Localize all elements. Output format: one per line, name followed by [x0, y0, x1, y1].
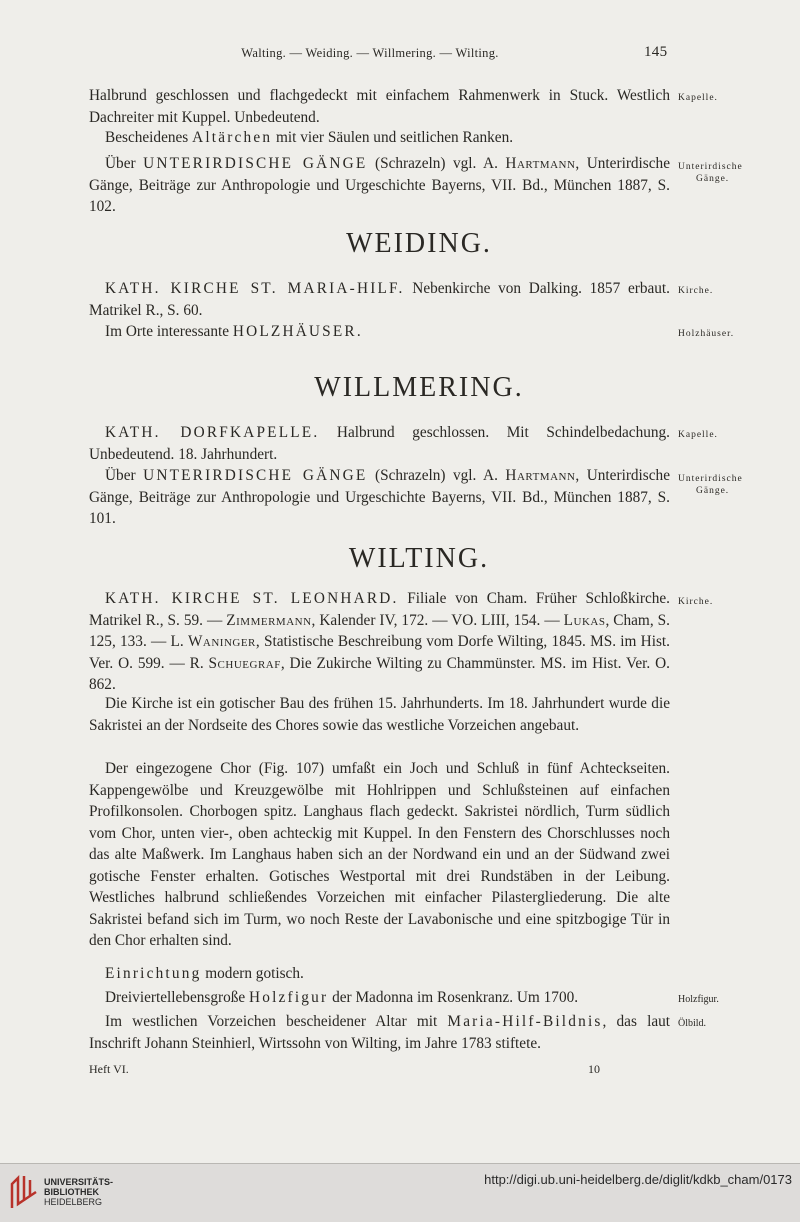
- spaced-term-altaerchen: Altärchen: [192, 129, 273, 146]
- spaced-term-kirche: KATH. KIRCHE ST. LEONHARD.: [105, 590, 399, 607]
- library-emblem-icon: [8, 1174, 38, 1210]
- author-name: Waninger: [187, 633, 256, 650]
- spaced-term-gaenge: UNTERIRDISCHE GÄNGE: [143, 155, 368, 172]
- logo-text-line-2: BIBLIOTHEK: [44, 1187, 99, 1197]
- text-run: der Madonna im Rosenkranz. Um 1700.: [328, 989, 579, 1006]
- text-run: , Statistische Beschreibung vom Dorfe Wilting, 1845. MS. im Hist. Ver. O. 599. — R.: [89, 633, 670, 672]
- page-number: 145: [644, 44, 668, 60]
- footer-signature: 10: [588, 1062, 600, 1076]
- weiding-paragraph-2: [89, 321, 670, 343]
- author-name: Lukas: [563, 611, 606, 629]
- permalink-url[interactable]: http://digi.ub.uni-heidelberg.de/diglit/kdkb_cham/0173: [484, 1172, 792, 1187]
- spaced-term-kirche: KATH. KIRCHE ST. MARIA-HILF.: [105, 280, 405, 297]
- margin-line: Unterirdische: [678, 474, 743, 484]
- wilting-paragraph-2: Die Kirche ist ein gotischer Bau des frühen 15. Jahrhunderts. Im 18. Jahrhundert wurde die Sakristei an der Nordseite des Chores sowie das westliche Vorzeichen angebaut.: [89, 695, 670, 734]
- margin-note-gaenge: [678, 473, 743, 497]
- author-name: Zimmermann: [226, 611, 312, 629]
- text-run: Bescheidenes: [105, 129, 193, 146]
- willmering-paragraph-1: [89, 422, 670, 465]
- text-run: , Unterirdische Gänge, Beiträge zur Anthropologie und Urgeschichte Bayerns, VII. Bd., München 1887, S. 101.: [89, 467, 670, 527]
- margin-note-kirche: Kirche.: [678, 286, 714, 296]
- margin-note-holzfigur: Holzfigur.: [678, 994, 719, 1005]
- margin-line: Gänge.: [696, 174, 730, 184]
- margin-line: Gänge.: [696, 486, 730, 496]
- margin-note-kirche: Kirche.: [678, 597, 714, 607]
- author-name: Hartmann: [505, 467, 576, 484]
- wilting-paragraph-6: [89, 1011, 670, 1054]
- text-run: , das laut Inschrift Johann Steinhierl, Wirtssohn von Wilting, im Jahre 1783 stiftete.: [89, 1013, 671, 1052]
- spaced-term-maria-hilf: Maria-Hilf-Bildnis: [447, 1013, 603, 1030]
- running-title: Walting. — Weiding. — Willmering. — Wilting.: [241, 46, 499, 60]
- text-run: Dreiviertellebensgroße: [105, 989, 249, 1006]
- text-run: Filiale von Cham. Früher Schloßkirche. Matrikel R., S. 59. —: [89, 590, 670, 629]
- wilting-paragraph-4: [89, 963, 670, 985]
- text-run: Nebenkirche von Dalking. 1857 erbaut. Matrikel R., S. 60.: [89, 280, 671, 319]
- spaced-term-holzfigur: Holzfigur: [248, 989, 329, 1006]
- walting-paragraph-1: Halbrund geschlossen und flachgedeckt mit einfachem Rahmenwerk in Stuck. Westlich Dachreiter mit Kuppel. Unbedeutend.: [89, 87, 670, 126]
- author-name: Hartmann: [505, 155, 576, 172]
- wilting-paragraph-5: [89, 987, 670, 1009]
- text-run: (Schrazeln) vgl. A.: [367, 467, 506, 484]
- spaced-term-dorfkapelle: KATH. DORFKAPELLE.: [105, 424, 320, 441]
- author-name: Schuegraf: [208, 654, 281, 672]
- margin-note-kapelle: Kapelle.: [678, 93, 718, 103]
- text-run: (Schrazeln) vgl. A.: [367, 155, 506, 172]
- text-run: , Die Zukirche Wilting zu Chammünster. MS. im Hist. Ver. O. 862.: [89, 654, 670, 693]
- willmering-paragraph-2: [89, 465, 670, 530]
- text-run: modern gotisch.: [201, 965, 304, 982]
- logo-text-line-1: UNIVERSITÄTS-: [44, 1177, 114, 1187]
- heading-willmering: WILLMERING.: [314, 372, 524, 403]
- text-run: Über: [105, 467, 144, 484]
- viewer-footer-bar: [0, 1163, 800, 1222]
- text-run: mit vier Säulen und seitlichen Ranken.: [272, 129, 514, 146]
- text-run: Im westlichen Vorzeichen bescheidener Altar mit: [105, 1013, 448, 1030]
- text-run: , Kalender IV, 172. — VO. LIII, 154. —: [311, 611, 564, 629]
- heading-weiding: WEIDING.: [346, 228, 492, 259]
- walting-paragraph-2: [89, 127, 670, 149]
- text-run: .: [356, 323, 361, 340]
- logo-text-line-3: HEIDELBERG: [44, 1197, 103, 1207]
- text-run: Über: [105, 155, 144, 172]
- text-run: , Unterirdische Gänge, Beiträge zur Anthropologie und Urgeschichte Bayerns, VII. Bd., München 1887, S. 102.: [89, 155, 670, 215]
- margin-note-holzhaeuser: Holzhäuser.: [678, 329, 735, 339]
- weiding-paragraph-1: [89, 278, 670, 321]
- spaced-term-gaenge: UNTERIRDISCHE GÄNGE: [143, 467, 368, 484]
- margin-line: Unterirdische: [678, 162, 743, 172]
- walting-paragraph-3: [89, 153, 670, 218]
- text-run: Halbrund geschlossen. Mit Schindelbedachung. Unbedeutend. 18. Jahrhundert.: [89, 424, 670, 463]
- footer-heft: Heft VI.: [89, 1062, 129, 1076]
- spaced-term-einrichtung: Einrichtung: [105, 965, 202, 982]
- text-run: , Cham, S. 125, 133. — L.: [89, 611, 670, 650]
- text-run: Im Orte interessante: [105, 323, 233, 340]
- spaced-term-holzhaeuser: HOLZHÄUSER: [232, 323, 357, 340]
- library-logo[interactable]: [8, 1174, 38, 1215]
- wilting-paragraph-1: [89, 588, 670, 696]
- wilting-paragraph-3: Der eingezogene Chor (Fig. 107) umfaßt ein Joch und Schluß in fünf Achteckseiten. Kappengewölbe und Kreuzgewölbe mit Hohlrippen und Schlußsteinen auf einfachen Profilkonsolen. Chorbogen spitz. Langhaus flach gedeckt. Sakristei nördlich, Turm südlich vom Chor, unten vier-, oben achteckig mit Kuppel. In den Fenstern des Chorschlusses noch das alte Maßwerk. Im Langhaus haben sich an der Nordwand ein und an der Südwand zwei gotische Fenster erhalten. Gotisches Westportal mit drei Rundstäben in der Leibung. Westliches halbrund schließendes Vorzeichen mit einfacher Pilastergliederung. Die alte Sakristei befand sich im Turm, wo noch Reste der Lavabonische und eine spitzbogige Tür in den Chor erhalten sind.: [89, 760, 670, 949]
- heading-wilting: WILTING.: [348, 543, 490, 574]
- margin-note-oelbild: Ölbild.: [678, 1018, 707, 1029]
- margin-note-gaenge: [678, 161, 743, 185]
- margin-note-kapelle: Kapelle.: [678, 430, 718, 440]
